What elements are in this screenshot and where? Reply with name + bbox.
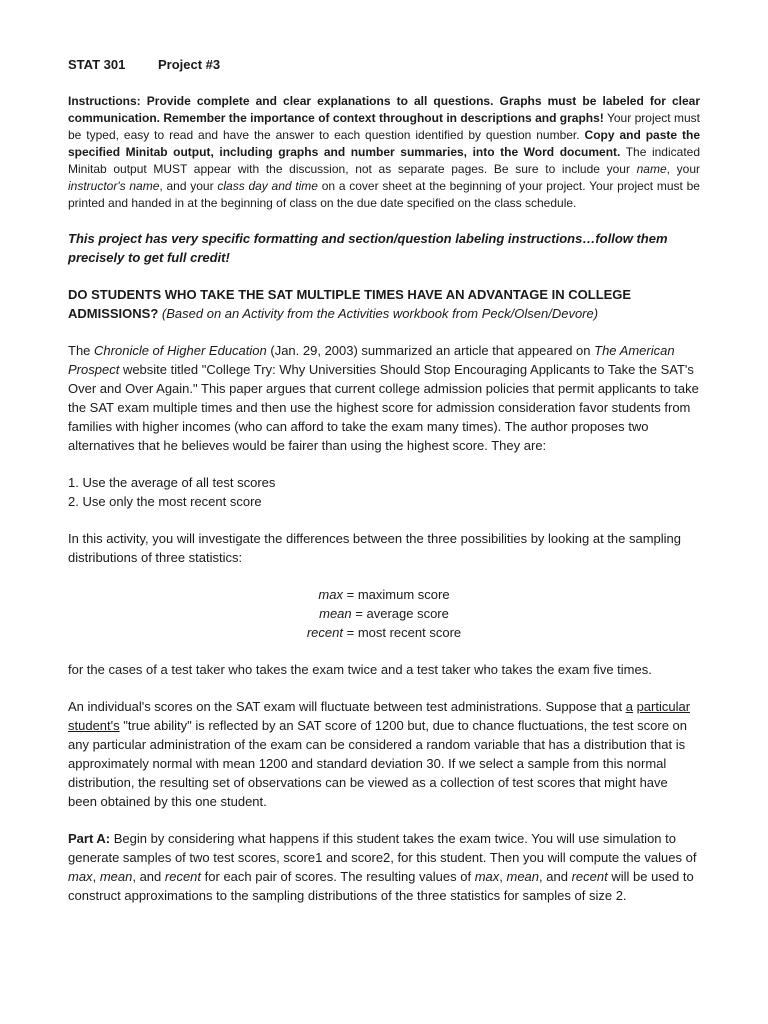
instructions-sentence: Your project must be typed, easy to read and have the answer to each question identified by question number. [68,111,701,142]
formatting-warning: This project has very specific formatting and section/question labeling instructions…follow them precisely to get full credit! [68,231,668,265]
statistic-definition [68,604,700,623]
statistic-definition [68,623,700,642]
instructions-paragraph [68,93,700,212]
instructions-sentence: on a cover sheet at the beginning of your project. Your project must be printed and handed in at the beginning of class on the due date specified on the class schedule. [68,179,700,210]
intro-chronicle: Chronicle of Higher Education [94,343,267,358]
part-a-text: will be used to construct approximations to the sampling distributions of the three statistics for samples of size 2. [68,869,694,903]
statistic-desc: = maximum score [346,587,450,602]
list-item: 2. Use only the most recent score [68,494,262,509]
section-title [68,285,700,323]
intro-text: website titled "College Try: Why Universities Should Stop Encouraging Applicants to Take the SAT's Over and Over Again." This paper argues that current college admission policies that permit applicants to take the SAT exam multiple times and then use the highest score for admission consideration favor students from families with higher incomes (who can afford to take the exam many times). The author proposes two alternatives that he believes would be fairer than using the highest score. They are: [68,362,699,453]
part-a-label: Part A: [68,831,111,846]
part-a-text: for each pair of scores. The resulting values of [204,869,472,884]
section-heading: DO STUDENTS WHO TAKE THE SAT MULTIPLE TIMES HAVE AN ADVANTAGE IN COLLEGE ADMISSIONS? [68,287,632,321]
stat-max: max [68,869,93,884]
stat-recent: recent [571,869,608,884]
section-source: (Based on an Activity from the Activities workbook from Peck/Olsen/Devore) [161,306,599,321]
document-header [68,55,700,75]
instructions-sentence: The indicated Minitab output MUST appear with the discussion, not as separate pages. Be sure to include your [68,145,700,176]
scores-underlined: a [625,699,633,714]
stat-max: max [474,869,500,884]
part-a-paragraph [68,829,700,905]
scores-text: "true ability" is reflected by an SAT score of 1200 but, due to chance fluctuations, the test score on any particular administration of the exam can be considered a random variable that has a distribution that is approximately normal with mean 1200 and standard deviation 30. If we select a sample from this normal distribution, the resulting set of observations can be viewed as a collection of test scores that might have been obtained by this one student. [68,718,688,809]
intro-text: The [68,343,91,358]
activity-paragraph: In this activity, you will investigate the differences between the three possibilities by looking at the sampling distributions of three statistics: [68,531,682,565]
part-a-text: , [499,869,503,884]
statistic-desc: = average score [355,606,449,621]
instructions-text: , your [666,162,700,176]
statistic-name: recent [306,625,343,640]
part-a-text: , [92,869,97,884]
alternatives-list [68,473,700,511]
intro-prospect: The American Prospect [68,343,675,377]
instructions-label: Instructions: [68,94,141,108]
list-item: 1. Use the average of all test scores [68,475,276,490]
instructions-sentence: Remember the importance of context throughout in descriptions and graphs! [163,111,604,125]
scores-paragraph [68,697,700,811]
instructions-text: , and your [159,179,214,193]
intro-text: (Jan. 29, 2003) summarized an article that appeared on [270,343,591,358]
intro-paragraph [68,341,700,455]
statistic-definition [68,585,700,604]
statistic-name: max [318,587,343,602]
scores-text: An individual's scores on the SAT exam will fluctuate between test administrations. Suppose that [68,699,623,714]
stat-mean: mean [506,869,540,884]
instructions-sentence: Copy and paste the specified Minitab output, including graphs and number summaries, into the Word document. [68,128,700,159]
statistics-definitions [68,585,700,642]
project-number: Project #3 [158,57,221,72]
statistic-desc: = most recent score [346,625,462,640]
instructions-sentence: Provide complete and clear explanations to all questions. Graphs must be labeled for clear communication. [68,94,700,125]
statistic-name: mean [319,606,352,621]
part-a-text: , and [539,869,568,884]
course-code: STAT 301 [68,57,126,72]
stat-mean: mean [99,869,133,884]
instructions-instructor: instructor's name [68,179,160,193]
cases-paragraph: for the cases of a test taker who takes the exam twice and a test taker who takes the exam five times. [68,662,652,677]
document-page [68,55,700,923]
scores-underlined: particular student's [68,699,691,733]
instructions-classday: class day and time [217,179,318,193]
stat-recent: recent [164,869,202,884]
instructions-name: name [636,162,667,176]
part-a-text: Begin by considering what happens if this student takes the exam twice. You will use simulation to generate samples of two test scores, score1 and score2, for this student. Then you will compute the values of [68,831,697,865]
part-a-text: , and [132,869,162,884]
